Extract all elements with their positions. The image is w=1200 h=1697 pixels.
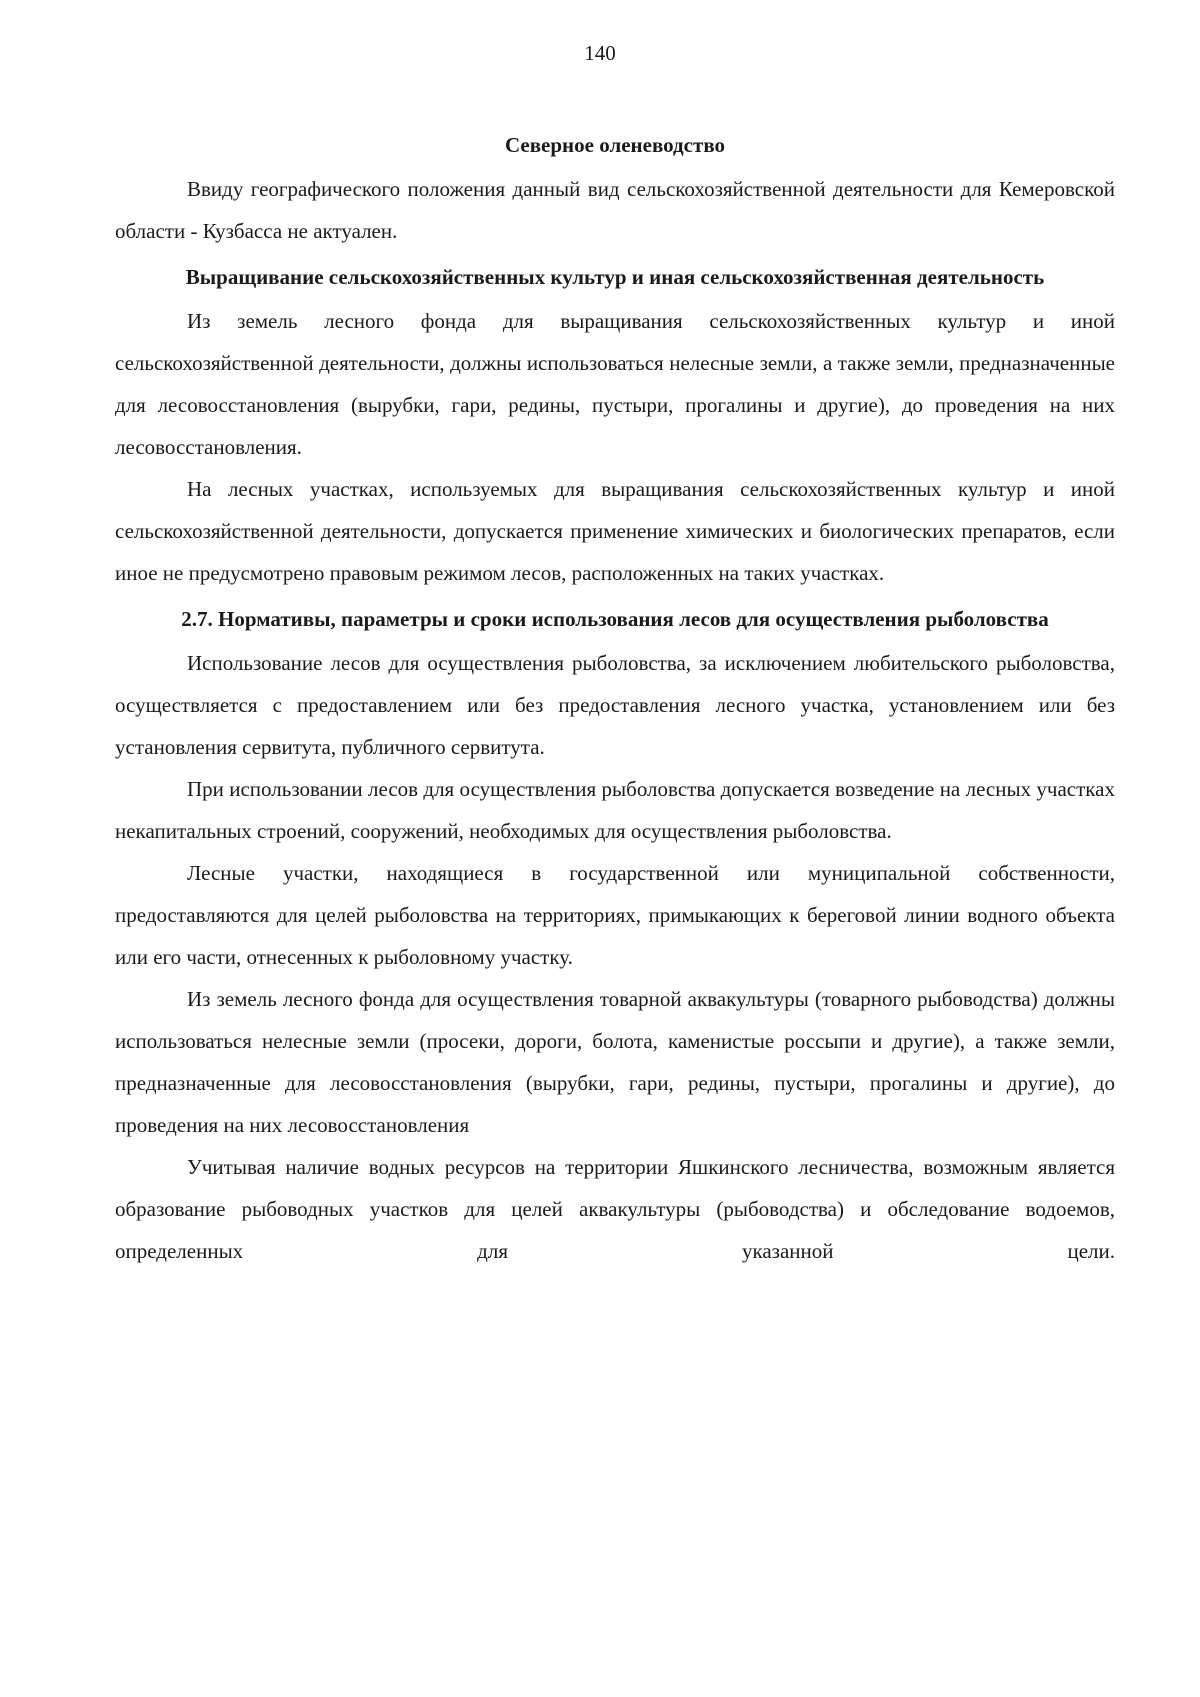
paragraph-fishing-3: Лесные участки, находящиеся в государственной или муниципальной собственности, предоставляются для целей рыболовства на территориях, примыкающих к береговой линии водного объекта или его части, отнесенных к рыболовному участку. <box>115 861 1115 969</box>
heading-fishing-norms: 2.7. Нормативы, параметры и сроки использования лесов для осуществления рыболовства <box>181 607 1049 631</box>
page-content <box>115 124 1115 1272</box>
paragraph-crops-1: Из земель лесного фонда для выращивания сельскохозяйственных культур и иной сельскохозяйственной деятельности, должны использоваться нелесные земли, а также земли, предназначенные для лесовосстановления (вырубки, гари, редины, пустыри, прогалины и другие), до проведения на них лесовосстановления. <box>115 309 1115 459</box>
paragraph-fishing-5: Учитывая наличие водных ресурсов на территории Яшкинского лесничества, возможным является образование рыбоводных участков для целей аквакультуры (рыбоводства) и обследование водоемов, определенных для указанной цели. <box>115 1155 1115 1263</box>
heading-crop-cultivation: Выращивание сельскохозяйственных культур и иная сельскохозяйственная деятельность <box>185 265 1045 289</box>
paragraph-fishing-4: Из земель лесного фонда для осуществления товарной аквакультуры (товарного рыбоводства) должны использоваться нелесные земли (просеки, дороги, болота, каменистые россыпи и другие), а также земли, предназначенные для лесовосстановления (вырубки, гари, редины, пустыри, прогалины и другие), до проведения на них лесовосстановления <box>115 987 1115 1137</box>
page-number: 140 <box>584 41 616 65</box>
paragraph-crops-2: На лесных участках, используемых для выращивания сельскохозяйственных культур и иной сельскохозяйственной деятельности, допускается применение химических и биологических препаратов, если иное не предусмотрено правовым режимом лесов, расположенных на таких участках. <box>115 477 1115 585</box>
paragraph-fishing-2: При использовании лесов для осуществления рыболовства допускается возведение на лесных участках некапитальных строений, сооружений, необходимых для осуществления рыболовства. <box>115 777 1115 843</box>
heading-reindeer-herding: Северное оленеводство <box>504 133 726 157</box>
paragraph-reindeer-1: Ввиду географического положения данный вид сельскохозяйственной деятельности для Кемеровской области - Кузбасса не актуален. <box>115 177 1115 243</box>
paragraph-fishing-1: Использование лесов для осуществления рыболовства, за исключением любительского рыболовства, осуществляется с предоставлением или без предоставления лесного участка, установлением или без установления сервитута, публичного сервитута. <box>115 651 1115 759</box>
